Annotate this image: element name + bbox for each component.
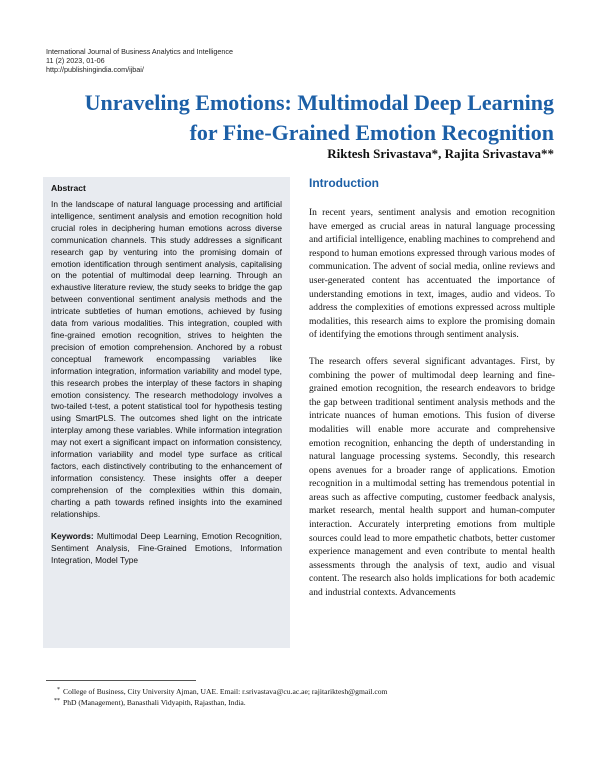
- introduction-heading: Introduction: [309, 176, 379, 190]
- keywords: [51, 531, 282, 567]
- introduction-paragraph-2: The research offers several significant advantages. First, by combining the power of multimodal deep learning and fine-grained emotion recognition, the research endeavors to bridge the gap between traditional sentiment analysis methods and the intricate nuances of human emotions. This fusion of diverse modalities will enable more accurate and comprehensive emotion recognition, enhancing the depth of understanding in natural language processing systems. Secondly, this research opens avenues for a broader range of applications. Emotion recognition in a multimodal setting has tremendous potential in areas such as affective computing, customer feedback analysis, market research, mental health support and human-computer interaction. Accurately interpreting emotions from multiple sources could lead to more empathetic chatbots, better customer experience management and even contribute to mental health assessments through the analysis of text, audio and visual content. The research also holds implications for both academic and industrial contexts. Advancements: [309, 356, 555, 599]
- title-line-2: for Fine-Grained Emotion Recognition: [189, 120, 554, 145]
- journal-url[interactable]: http://publishingindia.com/ijbai/: [46, 65, 144, 74]
- introduction-paragraph-1: In recent years, sentiment analysis and emotion recognition have emerged as crucial areas in natural language processing and artificial intelligence, enabling machines to comprehend and respond to human emotions expressed through various modes of communication. The advent of social media, online reviews and user-generated content has accentuated the importance of understanding emotions in text, images, audio and videos. To address the complexities of emotions expressed across multiple modalities, this research aims to explore the promising domain of identifying the emotions through sentiment analysis.: [309, 208, 555, 341]
- authors: Riktesh Srivastava*, Rajita Srivastava**: [327, 146, 554, 161]
- abstract-heading: Abstract: [51, 183, 86, 193]
- paper-title: [34, 88, 554, 148]
- footnote-2: [46, 697, 556, 708]
- footnote-1: [46, 686, 556, 697]
- footnote-divider: [46, 680, 196, 681]
- title-line-1: Unraveling Emotions: Multimodal Deep Learning: [84, 90, 554, 115]
- footnote-1-mark: *: [57, 687, 60, 693]
- journal-issue: 11 (2) 2023, 01-06: [46, 56, 105, 65]
- journal-name: International Journal of Business Analytics and Intelligence: [46, 47, 233, 56]
- abstract-box: [43, 177, 290, 648]
- introduction-section: [309, 176, 555, 601]
- abstract-body: In the landscape of natural language processing and artificial intelligence, sentiment analysis and emotion recognition hold crucial roles in deciphering human emotions across diverse communication channels. This study addresses a significant research gap by venturing into the promising domain of emotion identification through sentiment analysis, capitalising on the potential of multimodal deep learning. Through an exhaustive literature review, the study seeks to bridge the gap between conventional sentiment analysis methods and the intricate subtleties of human emotions, achieved by fusing data from various modalities. This integration, coupled with fine-grained emotion recognition, strives to heighten the precision of emotion comprehension. Anchored by a robust conceptual framework encompassing variables like information integration, information variability and model type, this research probes the interplay of these factors in shaping emotion consistency. The research methodology involves a two-tailed t-test, a potent statistical tool for hypothesis testing using SmartPLS. The outcomes shed light on the intricate interplay among these variables. While information integration may not exert a significant impact on information consistency, information variability and model type surface as critical factors, each distinctively contributing to the enhancement of information consistency. These insights offer a deeper comprehension of the complexities within this domain, charting a path towards refined insights into the examined relationships.: [51, 199, 282, 519]
- footnotes: [46, 686, 556, 708]
- journal-header: [46, 47, 446, 74]
- keywords-label: Keywords:: [51, 531, 94, 542]
- keywords-list: Multimodal Deep Learning, Emotion Recognition, Sentiment Analysis, Fine-Grained Emotions, Information Integration, Model Type: [51, 531, 282, 566]
- footnote-2-mark: **: [54, 698, 60, 704]
- footnote-2-text: PhD (Management), Banasthali Vidyapith, Rajasthan, India.: [63, 698, 246, 707]
- footnote-1-text: College of Business, City University Ajman, UAE. Email: r.srivastava@cu.ac.ae; rajitariktesh@gmail.com: [63, 687, 388, 696]
